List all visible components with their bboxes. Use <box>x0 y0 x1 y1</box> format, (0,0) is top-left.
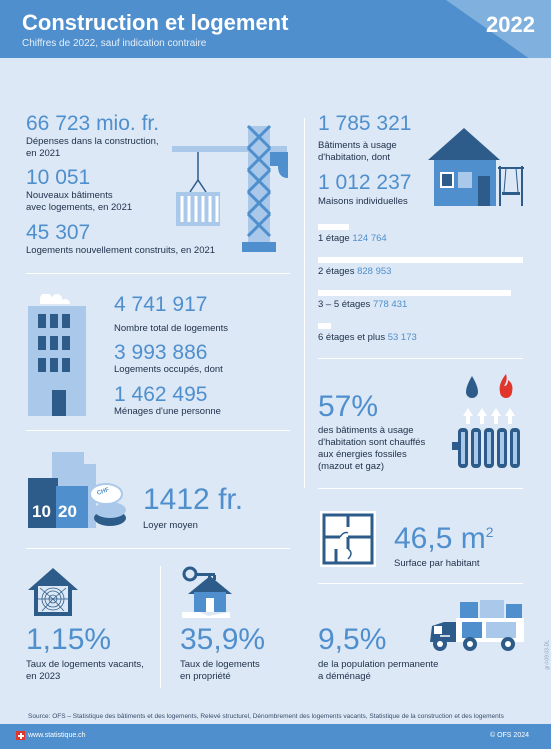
page-year: 2022 <box>486 12 535 37</box>
floor-value: 778 431 <box>372 299 408 310</box>
houses-value: 1 012 237 <box>318 171 412 194</box>
coin-text: CHF <box>96 487 110 497</box>
horizontal-divider <box>318 358 523 359</box>
rent-icon-text-2: 20 <box>58 502 77 521</box>
rent-icon-text-1: 10 <box>32 502 51 521</box>
floor-value: 53 173 <box>387 332 417 343</box>
construction-spending-value: 66 723 mio. fr. <box>26 112 160 135</box>
floor-label <box>318 266 391 278</box>
apartment-building-icon <box>26 294 90 418</box>
new-dwellings-value: 45 307 <box>26 221 91 244</box>
house-icon <box>426 126 526 210</box>
horizontal-divider <box>26 273 290 274</box>
surface-value <box>394 524 494 554</box>
buildings-total-value: 1 785 321 <box>318 112 412 135</box>
dwellings-occupied-value: 3 993 886 <box>114 341 208 364</box>
vertical-divider <box>304 118 305 488</box>
floor-category: 6 étages et plus <box>318 332 386 343</box>
source-text: Source: OFS – Statistique des bâtiments et des logements, Relevé structurel, Dénombrement des logements vacants, Statistique de la construction et des logements <box>28 713 504 720</box>
buildings-total-label-1: Bâtiments à usage <box>318 140 397 151</box>
vertical-divider <box>160 566 161 688</box>
floor-value: 828 953 <box>357 266 392 277</box>
heating-value: 57% <box>318 390 379 423</box>
horizontal-divider <box>26 548 290 549</box>
floor-bar <box>318 290 511 296</box>
vacancy-label-2: en 2023 <box>26 671 61 682</box>
horizontal-divider <box>26 430 290 431</box>
rent-label: Loyer moyen <box>143 520 198 531</box>
surface-unit-superscript: 2 <box>485 524 494 540</box>
floor-category: 3 – 5 étages <box>318 299 371 310</box>
moving-truck-icon <box>428 598 524 654</box>
heating-label-4: (mazout et gaz) <box>318 461 384 472</box>
horizontal-divider <box>318 488 523 489</box>
new-buildings-value: 10 051 <box>26 166 91 189</box>
page-title: Construction et logement <box>22 10 289 35</box>
heating-label-2: d'habitation sont chauffés <box>318 437 426 448</box>
moved-label-2: a déménagé <box>318 671 371 682</box>
ownership-value: 35,9% <box>180 623 266 656</box>
new-dwellings-label: Logements nouvellement construits, en 2021 <box>26 245 216 256</box>
houses-label: Maisons individuelles <box>318 196 408 207</box>
dwellings-single-value: 1 462 495 <box>114 383 208 406</box>
ownership-label-2: en propriété <box>180 671 231 682</box>
floor-bar <box>318 323 331 329</box>
construction-spending-label-2: en 2021 <box>26 148 61 159</box>
floor-label <box>318 332 417 344</box>
surface-value-number: 46,5 m <box>394 522 486 555</box>
floor-category: 1 étage <box>318 233 350 244</box>
website-link[interactable]: www.statistique.ch <box>28 732 86 739</box>
dwellings-total-label: Nombre total de logements <box>114 323 229 334</box>
construction-spending-label-1: Dépenses dans la construction, <box>26 136 159 147</box>
floor-category: 2 étages <box>318 266 355 277</box>
new-buildings-label-2: avec logements, en 2021 <box>26 202 133 213</box>
surface-label: Surface par habitant <box>394 558 480 569</box>
new-buildings-label-1: Nouveaux bâtiments <box>26 190 113 201</box>
ownership-label-1: Taux de logements <box>180 659 260 670</box>
moved-value: 9,5% <box>318 623 387 656</box>
moved-label-1: de la population permanente <box>318 659 439 670</box>
floor-label <box>318 233 387 245</box>
floor-bar <box>318 224 349 230</box>
vacant-house-icon <box>26 566 80 618</box>
swiss-flag-icon <box>16 731 25 740</box>
dwellings-occupied-label: Logements occupés, dont <box>114 364 223 375</box>
floor-value: 124 764 <box>352 233 387 244</box>
page-subtitle: Chiffres de 2022, sauf indication contraire <box>22 38 207 49</box>
heating-label-3: aux énergies fossiles <box>318 449 407 460</box>
radiator-icon <box>446 372 526 476</box>
horizontal-divider <box>318 583 523 584</box>
dwellings-total-value: 4 741 917 <box>114 293 208 316</box>
vacancy-value: 1,15% <box>26 623 112 656</box>
ownership-house-key-icon <box>180 566 236 620</box>
floor-plan-icon <box>318 509 378 569</box>
buildings-total-label-2: d'habitation, dont <box>318 152 391 163</box>
floor-label <box>318 299 407 311</box>
dwellings-single-label: Ménages d'une personne <box>114 406 221 417</box>
heating-label-1: des bâtiments à usage <box>318 425 414 436</box>
rent-value: 1412 fr. <box>143 483 244 516</box>
vacancy-label-1: Taux de logements vacants, <box>26 659 144 670</box>
crane-icon <box>168 118 296 258</box>
floor-bar <box>318 257 523 263</box>
side-code: gr-f-09.03-DL <box>545 640 551 670</box>
copyright: © OFS 2024 <box>489 732 529 739</box>
